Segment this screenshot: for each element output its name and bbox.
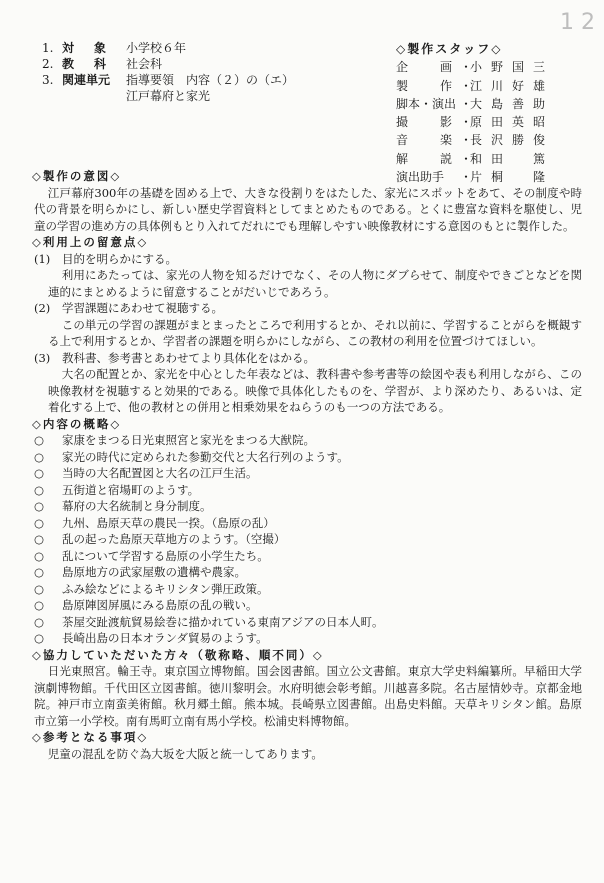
contents-heading: ◇内容の概略◇ xyxy=(32,416,122,431)
staff-role: 音 楽 xyxy=(396,133,463,148)
list-item: ○ 島原陣図屏風にみる島原の乱の戦い。 xyxy=(34,598,258,612)
bullet-icon: ○ xyxy=(34,614,45,629)
bullet-icon: ○ xyxy=(34,449,45,464)
bullet-icon: ○ xyxy=(34,499,45,513)
bullet-icon: ○ xyxy=(34,532,45,546)
intent-heading: ◇製作の意図◇ xyxy=(32,169,122,183)
staff-role: 脚本・演出 xyxy=(396,96,457,111)
list-item: ○ ふみ絵などによるキリシタン弾圧政策。 xyxy=(34,581,269,596)
staff-row: 製 作 ・ 江川好雄 xyxy=(396,77,554,95)
list-item: ○ 乱の起った島原天草地方のようす。（空撮） xyxy=(34,532,286,546)
bullet-icon: ○ xyxy=(34,565,45,579)
cooperation-heading: ◇協力していただいた方々（敬称略、順不同）◇ xyxy=(32,647,324,662)
list-item: ○ 長崎出島の日本オランダ貿易のようす。 xyxy=(34,631,268,645)
usage-item-body: この単元の学習の課題がまとまったところで利用するとか、それ以前に、学習することがらを概観する上で利用するとか、学習者の課題を明らかにしながら、この教材の利用を位置づけてほしい。 xyxy=(48,317,582,348)
list-item: ○ 乱について学習する島原の小学生たち。 xyxy=(34,548,269,563)
header-row-label: 教 科 xyxy=(62,57,111,71)
header-row-value: 指導要領 内容（２）の（エ） xyxy=(126,73,295,87)
usage-item-number: (2) xyxy=(34,301,51,315)
staff-row: 音 楽 ・ 長沢勝俊 xyxy=(396,131,554,149)
staff-role: 演出助手 xyxy=(396,170,445,185)
usage-heading: ◇利用上の留意点◇ xyxy=(32,235,149,249)
list-item: ○ 島原地方の武家屋敷の遺構や農家。 xyxy=(34,565,246,579)
staff-name: 江川好雄 xyxy=(470,78,555,93)
usage-item-title xyxy=(34,251,582,268)
list-item: ○ 家光の時代に定められた参勤交代と大名行列のようす。 xyxy=(34,449,349,464)
reference-heading: ◇参考となる事項◇ xyxy=(32,730,149,744)
list-item: ○ 当時の大名配置図と大名の江戸生活。 xyxy=(34,466,258,480)
header-row-unit xyxy=(42,72,294,88)
header-row-number: 3. xyxy=(42,73,54,87)
header-row-unit-continued: 江戸幕府と家光 xyxy=(126,89,211,103)
staff-name: 和田 篤 xyxy=(470,151,555,166)
bullet-icon: ○ xyxy=(34,515,45,530)
header-row-number: 1. xyxy=(42,41,54,55)
header-row-number: 2. xyxy=(42,57,54,71)
staff-row: 解 説 ・ 和田 篤 xyxy=(396,150,554,168)
usage-item-title-text: 教科書、参考書とあわせてより具体化をはかる。 xyxy=(62,350,315,365)
bullet-icon: ○ xyxy=(34,433,45,447)
staff-name: 小野国三 xyxy=(470,60,555,75)
staff-name: 長沢勝俊 xyxy=(470,133,555,148)
header-row-label: 対 象 xyxy=(62,41,111,55)
bullet-icon: ○ xyxy=(34,598,45,612)
staff-row: 撮 影 ・ 原田英昭 xyxy=(396,113,554,131)
staff-name: 大島善助 xyxy=(470,96,555,111)
usage-item-body: 利用にあたっては、家光の人物を知るだけでなく、その人物にダブらせて、制度やできごとなどを関連的にまとめるように留意することがだいじであろう。 xyxy=(48,268,582,299)
bullet-icon: ○ xyxy=(34,631,45,645)
reference-paragraph: 児童の混乱を防ぐ為大坂を大阪と統一してあります。 xyxy=(47,746,323,761)
staff-row: 演出助手 ・ 片桐 隆 xyxy=(396,168,554,186)
bullet-icon: ○ xyxy=(34,482,45,497)
usage-item-title-text: 学習課題にあわせて視聴する。 xyxy=(62,301,223,315)
staff-role: 企 画 xyxy=(396,60,463,75)
usage-item-title-text: 目的を明らかにする。 xyxy=(62,251,177,266)
list-item: ○ 茶屋交趾渡航貿易絵巻に描かれている東南アジアの日本人町。 xyxy=(34,614,384,629)
list-item: ○ 家康をまつる日光東照宮と家光をまつる大猷院。 xyxy=(34,433,315,447)
header-row-value: 社会科 xyxy=(126,57,163,71)
usage-item-title xyxy=(34,300,582,317)
bullet-icon: ○ xyxy=(34,548,45,563)
usage-item-title xyxy=(34,350,582,367)
header-row-label: 関連単元 xyxy=(62,73,111,87)
document-header xyxy=(42,40,294,104)
header-row-subject xyxy=(42,56,294,72)
page-number-mark: 1 2 xyxy=(560,10,595,35)
list-item: ○ 五街道と宿場町のようす。 xyxy=(34,482,200,497)
bullet-icon: ○ xyxy=(34,466,45,480)
staff-name: 原田英昭 xyxy=(470,115,555,130)
usage-item-body: 大名の配置とか、家光を中心とした年表などは、教科書や参考書等の絵図や表も利用しながら、この映像教材を視聴すると効果的である。映像で具体化したものを、学習が、より深めたり、あるいは、定着化する上で、他の教材との併用と相乗効果をねらうのも一つの方法である。 xyxy=(48,367,582,414)
cooperation-paragraph: 日光東照宮。輪王寺。東京国立博物館。国会図書館。国立公文書館。東京大学史料編纂所。早稲田大学演劇博物館。千代田区立図書館。徳川黎明会。水府明徳会彰考館。川越喜多院。名古屋情妙寺。京都金地院。神戸市立南蛮美術館。秋月郷土館。熊本城。長崎県立図書館。出島史料館。天草キリシタン館。島原市立第一小学校。南有馬町立南有馬小学校。松浦史料博物館。 xyxy=(34,664,582,728)
staff-role: 撮 影 xyxy=(396,115,463,130)
header-row-value: 小学校６年 xyxy=(126,41,187,55)
staff-row: 企 画 ・ 小野国三 xyxy=(396,58,554,76)
usage-item-number: (3) xyxy=(34,350,51,365)
production-staff xyxy=(396,40,554,186)
staff-role: 製 作 xyxy=(396,78,463,93)
staff-row: 脚本・演出 ・ 大島善助 xyxy=(396,95,554,113)
usage-item-number: (1) xyxy=(34,251,51,266)
document-body xyxy=(34,168,582,762)
staff-role: 解 説 xyxy=(396,151,463,166)
staff-name: 片桐 隆 xyxy=(470,170,555,185)
header-row-target xyxy=(42,40,294,56)
staff-heading: ◇製作スタッフ◇ xyxy=(396,42,503,56)
intent-paragraph: 江戸幕府300年の基礎を固める上で、大きな役割りをはたした、家光にスポットをあて、その制度や時代の背景を明らかにし、新しい歴史学習資料としてまとめたものである。とくに豊富な資料を駆使し、児童の学習の進め方の具体例もとり入れてだれにでも理解しやすい映像教材にする意図のもとに製作した。 xyxy=(34,185,582,233)
list-item: ○ 幕府の大名統制と身分制度。 xyxy=(34,499,212,513)
bullet-icon: ○ xyxy=(34,581,45,596)
list-item: ○ 九州、島原天草の農民一揆。（島原の乱） xyxy=(34,515,275,530)
